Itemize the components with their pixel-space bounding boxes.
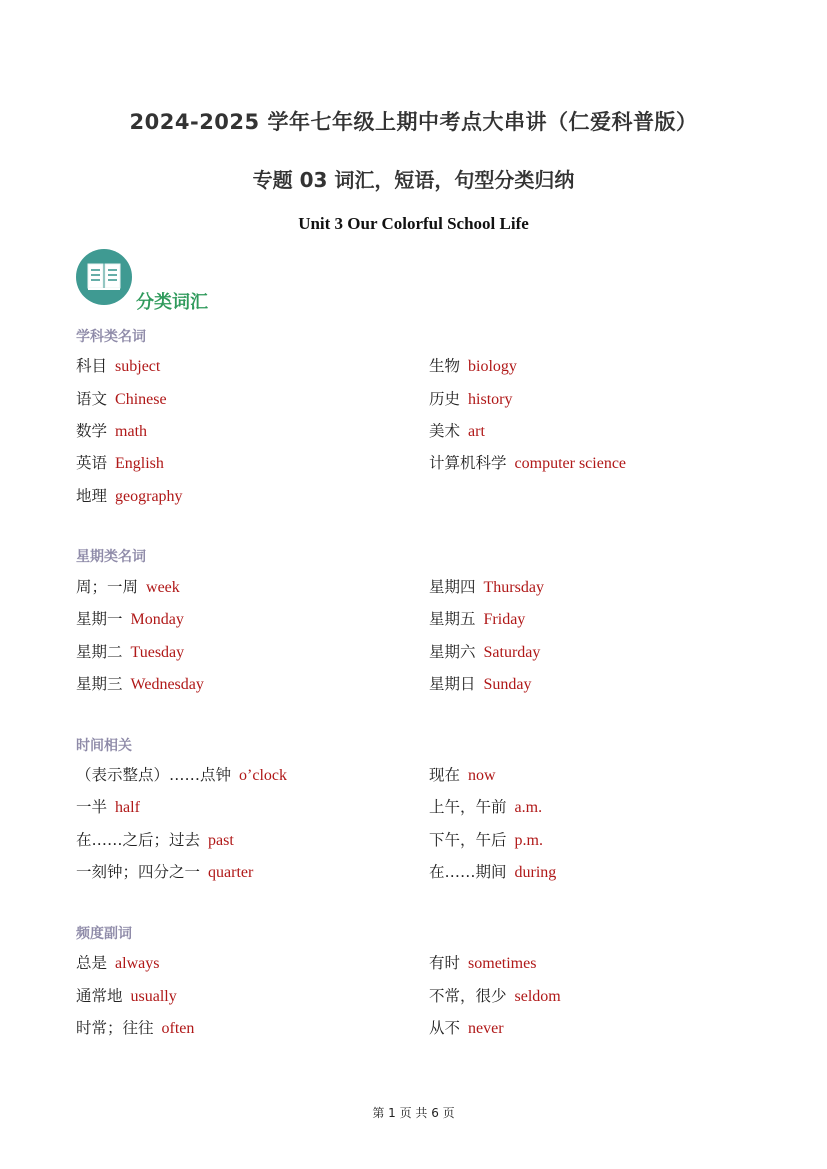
badge-label: 分类词汇 bbox=[136, 292, 208, 313]
vocab-entry: 星期一 Monday bbox=[76, 610, 184, 628]
vocab-entry: 历史 history bbox=[429, 390, 513, 408]
vocab-entry: 星期二 Tuesday bbox=[76, 643, 185, 661]
vocab-entry: 星期三 Wednesday bbox=[76, 675, 204, 693]
vocab-entry: 计算机科学 computer science bbox=[429, 454, 627, 472]
vocab-entry: 美术 art bbox=[429, 422, 485, 440]
vocab-entry: 语文 Chinese bbox=[76, 390, 167, 408]
vocab-entry: 星期四 Thursday bbox=[429, 578, 544, 596]
vocab-entry: 一半 half bbox=[76, 798, 140, 816]
unit-title: Unit 3 Our Colorful School Life bbox=[298, 214, 529, 233]
vocab-entry: 周；一周 week bbox=[76, 578, 180, 596]
section-heading-time: 时间相关 bbox=[76, 738, 132, 754]
vocab-entry: 现在 now bbox=[429, 766, 496, 784]
vocab-entry: 地理 geography bbox=[76, 487, 183, 505]
vocab-entry: 通常地 usually bbox=[76, 987, 177, 1005]
section-heading-frequency: 频度副词 bbox=[76, 926, 132, 942]
vocab-entry: 有时 sometimes bbox=[429, 954, 537, 972]
vocab-entry: 总是 always bbox=[76, 954, 160, 972]
vocab-entry: 在……之后；过去 past bbox=[76, 831, 234, 849]
vocab-entry: 星期六 Saturday bbox=[429, 643, 541, 661]
section-heading-weekdays: 星期类名词 bbox=[76, 549, 146, 565]
vocab-entry: 星期五 Friday bbox=[429, 610, 526, 628]
main-title: 2024-2025 学年七年级上期中考点大串讲（仁爱科普版） bbox=[129, 110, 698, 134]
vocab-entry: （表示整点）……点钟 o’clock bbox=[76, 766, 287, 784]
section-badge bbox=[76, 249, 132, 305]
vocab-entry: 在……期间 during bbox=[429, 863, 557, 881]
vocab-entry: 星期日 Sunday bbox=[429, 675, 532, 693]
vocab-entry: 从不 never bbox=[429, 1019, 504, 1037]
vocab-entry: 上午，午前 a.m. bbox=[429, 798, 543, 816]
vocab-entry: 科目 subject bbox=[76, 357, 161, 375]
vocab-entry: 数学 math bbox=[76, 422, 148, 440]
vocab-entry: 不常，很少 seldom bbox=[429, 987, 561, 1005]
section-heading-subjects: 学科类名词 bbox=[76, 329, 146, 345]
sub-title: 专题 03 词汇，短语，句型分类归纳 bbox=[252, 168, 575, 192]
vocab-entry: 时常；往往 often bbox=[76, 1019, 195, 1037]
vocab-entry: 生物 biology bbox=[429, 357, 517, 375]
vocab-entry: 下午，午后 p.m. bbox=[429, 831, 543, 849]
page-footer: 第 1 页 共 6 页 bbox=[372, 1106, 455, 1120]
vocab-entry: 一刻钟；四分之一 quarter bbox=[76, 863, 254, 881]
vocab-entry: 英语 English bbox=[76, 454, 164, 472]
open-book-icon bbox=[86, 261, 122, 293]
